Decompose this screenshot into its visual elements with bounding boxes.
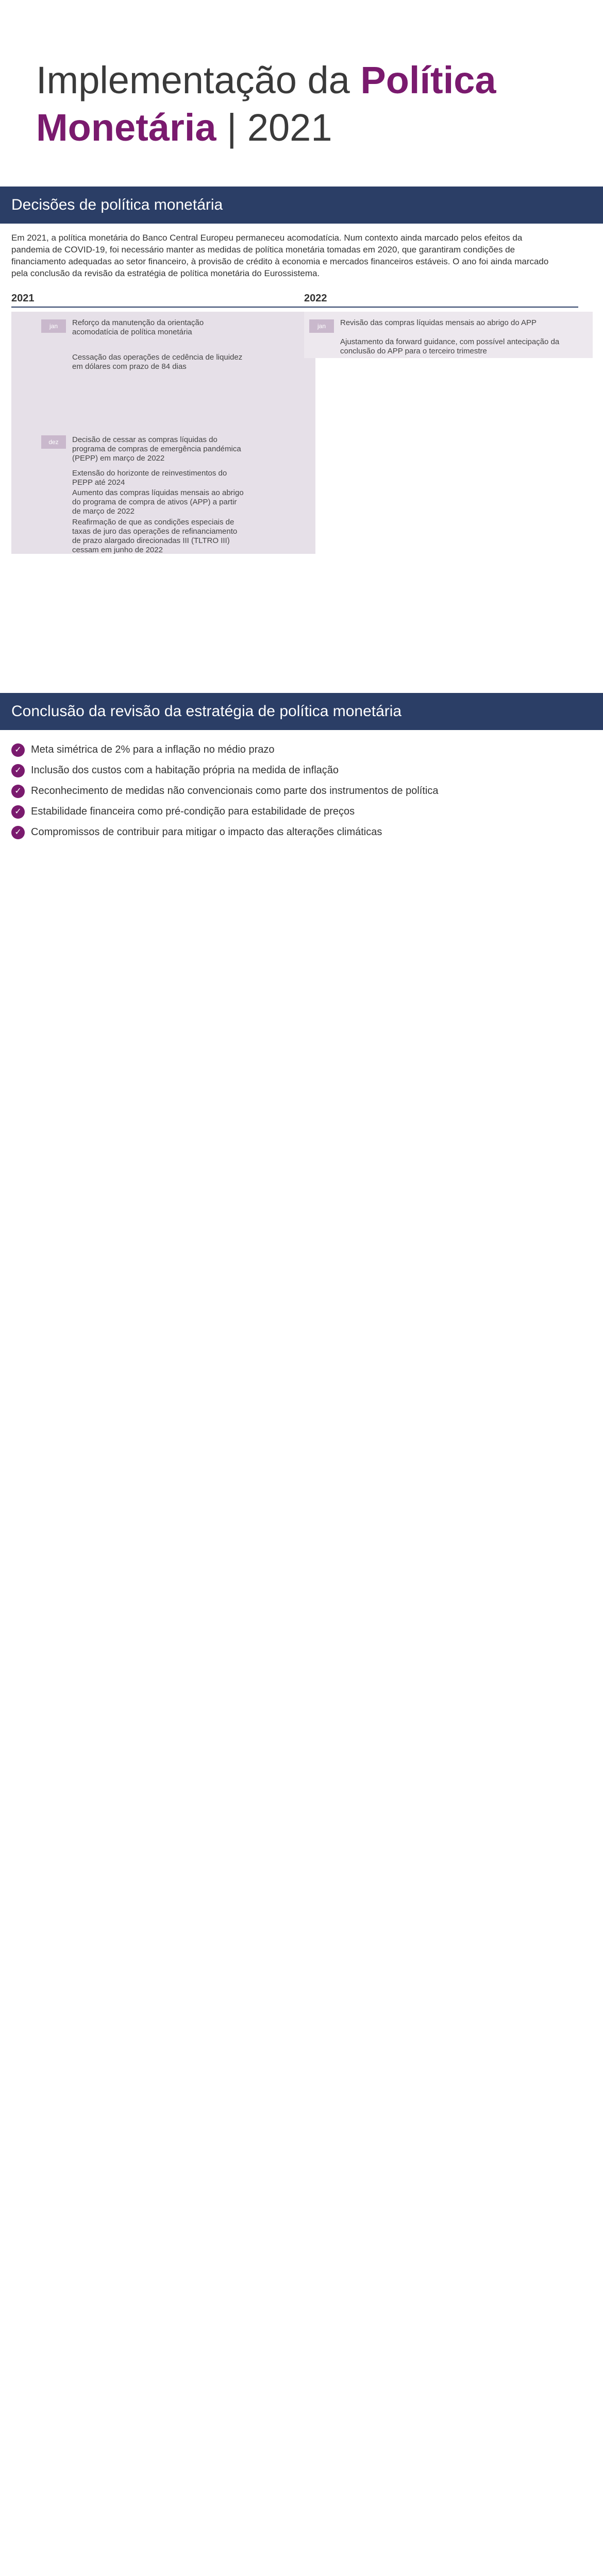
timeline-item: Aumento das compras líquidas mensais ao abrigo do programa de compra de ativos (APP) a partir de março de 2022 xyxy=(72,488,244,516)
conclusao-item xyxy=(11,801,355,822)
check-icon: ✓ xyxy=(11,743,25,757)
timeline-tag: dez xyxy=(41,435,66,449)
check-icon: ✓ xyxy=(11,785,25,798)
page-title xyxy=(36,57,496,151)
timeline-year-right: 2022 xyxy=(304,293,327,304)
check-icon: ✓ xyxy=(11,805,25,819)
conclusao-item-text: Estabilidade financeira como pré-condição para estabilidade de preços xyxy=(31,806,355,817)
conclusao-item xyxy=(11,760,339,781)
title-bold-part: Política xyxy=(360,59,496,101)
conclusao-item-text: Meta simétrica de 2% para a inflação no médio prazo xyxy=(31,744,275,755)
check-icon: ✓ xyxy=(11,764,25,777)
timeline-axis xyxy=(11,307,578,308)
timeline-item: Extensão do horizonte de reinvestimentos do PEPP até 2024 xyxy=(72,469,227,487)
title-year: | 2021 xyxy=(216,106,332,149)
timeline-item: Decisão de cessar as compras líquidas do programa de compras de emergência pandémica (PEPP) em março de 2022 xyxy=(72,435,241,463)
conclusao-item xyxy=(11,739,274,760)
check-icon: ✓ xyxy=(11,826,25,839)
decisoes-text: Em 2021, a política monetária do Banco Central Europeu permaneceu acomodatícia. Num contexto ainda marcado pelos efeitos da pandemia de COVID-19, foi necessário manter as medidas de política monetária tomadas em 2020, que garantiram condições de financiamento adequadas ao setor financeiro, à provisão de crédito à economia e mercados financeiros estáveis. O ano foi ainda marcado pela conclusão da revisão da estratégia de política monetária do Eurossistema. xyxy=(11,233,549,278)
title-part: Implementação da xyxy=(36,59,361,101)
section-conclusao: Conclusão da revisão da estratégia de política monetária xyxy=(0,693,603,730)
timeline-item: Ajustamento da forward guidance, com possível antecipação da conclusão do APP para o terceiro trimestre xyxy=(340,337,560,355)
timeline-tag: jan xyxy=(309,319,334,333)
conclusao-item-text: Inclusão dos custos com a habitação própria na medida de inflação xyxy=(31,765,339,776)
conclusao-item xyxy=(11,822,382,842)
timeline-item: Reforço da manutenção da orientação acomodatícia de política monetária xyxy=(72,318,204,336)
conclusao-item xyxy=(11,781,438,801)
timeline-year-left: 2021 xyxy=(11,293,35,304)
timeline-item: Cessação das operações de cedência de liquidez em dólares com prazo de 84 dias xyxy=(72,353,243,371)
section-decisoes: Decisões de política monetária xyxy=(0,187,603,224)
conclusao-item-text: Compromissos de contribuir para mitigar o impacto das alterações climáticas xyxy=(31,826,382,838)
timeline-item: Reafirmação de que as condições especiais de taxas de juro das operações de refinanciamento de prazo alargado direcionadas III (TLTRO III) cessam em junho de 2022 xyxy=(72,518,238,554)
timeline-item: Revisão das compras líquidas mensais ao abrigo do APP xyxy=(340,318,537,327)
timeline-tag: jan xyxy=(41,319,66,333)
title-bold-part-2: Monetária xyxy=(36,106,216,149)
conclusao-item-text: Reconhecimento de medidas não convencionais como parte dos instrumentos de política xyxy=(31,785,439,796)
